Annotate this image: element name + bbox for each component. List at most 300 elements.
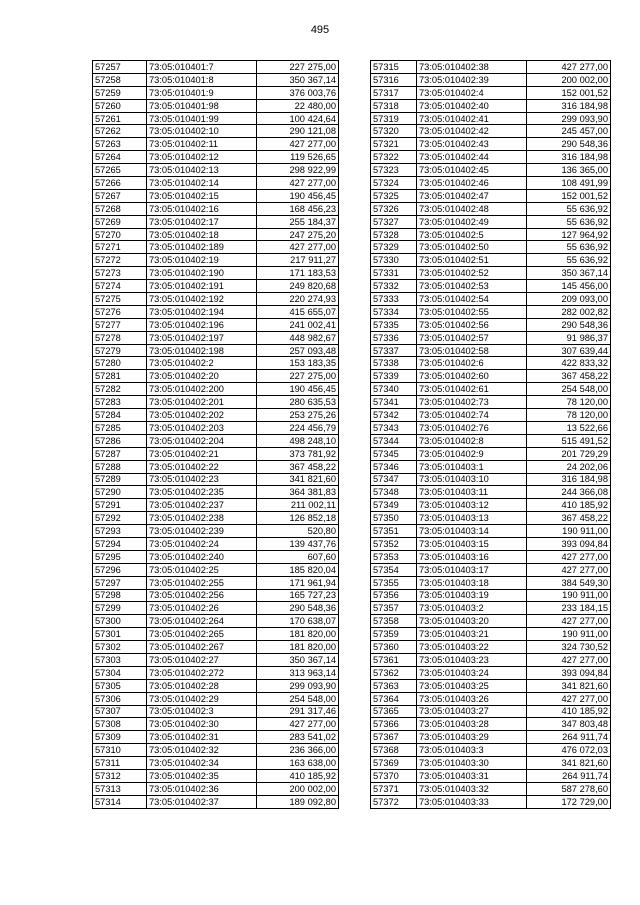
- table-row: [93, 125, 339, 138]
- cadastral-value: 255 184,37: [257, 215, 339, 228]
- cadastral-value: 245 457,00: [527, 125, 611, 138]
- cadastral-number: 73:05:010403:26: [417, 692, 527, 705]
- cadastral-number: 73:05:010402:76: [417, 421, 527, 434]
- cadastral-number: 73:05:010402:73: [417, 396, 527, 409]
- row-number: 57296: [93, 563, 147, 576]
- cadastral-value: 350 367,14: [527, 267, 611, 280]
- table-row: [93, 61, 339, 74]
- cadastral-value: 280 635,53: [257, 396, 339, 409]
- row-number: 57306: [93, 692, 147, 705]
- row-number: 57345: [371, 447, 417, 460]
- table-row: [93, 409, 339, 422]
- cadastral-value: 254 548,00: [257, 692, 339, 705]
- table-row: [93, 486, 339, 499]
- cadastral-value: 220 274,93: [257, 293, 339, 306]
- cadastral-value: 55 636,92: [527, 215, 611, 228]
- table-row: [371, 705, 611, 718]
- row-number: 57359: [371, 628, 417, 641]
- row-number: 57326: [371, 202, 417, 215]
- table-row: [371, 344, 611, 357]
- cadastral-number: 73:05:010403:17: [417, 563, 527, 576]
- cadastral-value: 209 093,00: [527, 293, 611, 306]
- cadastral-number: 73:05:010402:23: [147, 473, 257, 486]
- cadastral-number: 73:05:010403:1: [417, 460, 527, 473]
- cadastral-number: 73:05:010402:30: [147, 718, 257, 731]
- table-row: [371, 267, 611, 280]
- cadastral-value: 190 911,00: [527, 628, 611, 641]
- cadastral-value: 227 275,00: [257, 61, 339, 74]
- cadastral-number: 73:05:010403:19: [417, 589, 527, 602]
- cadastral-value: 190 911,00: [527, 525, 611, 538]
- cadastral-value: 264 911,74: [527, 769, 611, 782]
- cadastral-value: 233 184,15: [527, 602, 611, 615]
- cadastral-value: 427 277,00: [527, 563, 611, 576]
- cadastral-value: 376 003,76: [257, 86, 339, 99]
- row-number: 57283: [93, 396, 147, 409]
- cadastral-number: 73:05:010402:197: [147, 331, 257, 344]
- row-number: 57330: [371, 254, 417, 267]
- cadastral-value: 241 002,41: [257, 318, 339, 331]
- cadastral-number: 73:05:010402:74: [417, 409, 527, 422]
- row-number: 57336: [371, 331, 417, 344]
- cadastral-number: 73:05:010402:10: [147, 125, 257, 138]
- row-number: 57314: [93, 795, 147, 808]
- cadastral-value: 393 094,84: [527, 537, 611, 550]
- table-row: [93, 138, 339, 151]
- cadastral-value: 55 636,92: [527, 241, 611, 254]
- cadastral-number: 73:05:010402:58: [417, 344, 527, 357]
- cadastral-value: 24 202,06: [527, 460, 611, 473]
- table-row: [371, 99, 611, 112]
- table-row: [371, 331, 611, 344]
- cadastral-value: 427 277,00: [527, 692, 611, 705]
- cadastral-value: 341 821,60: [527, 757, 611, 770]
- table-row: [371, 653, 611, 666]
- cadastral-number: 73:05:010402:47: [417, 189, 527, 202]
- cadastral-number: 73:05:010402:39: [417, 73, 527, 86]
- cadastral-number: 73:05:010403:33: [417, 795, 527, 808]
- row-number: 57289: [93, 473, 147, 486]
- row-number: 57368: [371, 744, 417, 757]
- table-row: [93, 576, 339, 589]
- table-row: [93, 550, 339, 563]
- table-row: [93, 757, 339, 770]
- row-number: 57292: [93, 512, 147, 525]
- cadastral-value: 189 092,80: [257, 795, 339, 808]
- table-row: [93, 512, 339, 525]
- row-number: 57341: [371, 396, 417, 409]
- cadastral-number: 73:05:010402:238: [147, 512, 257, 525]
- row-number: 57298: [93, 589, 147, 602]
- cadastral-number: 73:05:010403:10: [417, 473, 527, 486]
- cadastral-number: 73:05:010402:32: [147, 744, 257, 757]
- cadastral-value: 170 638,07: [257, 615, 339, 628]
- table-row: [371, 396, 611, 409]
- cadastral-number: 73:05:010402:55: [417, 305, 527, 318]
- cadastral-number: 73:05:010402:204: [147, 434, 257, 447]
- table-row: [93, 615, 339, 628]
- cadastral-value: 427 277,00: [527, 550, 611, 563]
- row-number: 57275: [93, 293, 147, 306]
- cadastral-value: 201 729,29: [527, 447, 611, 460]
- cadastral-value: 410 185,92: [527, 705, 611, 718]
- table-row: [371, 666, 611, 679]
- row-number: 57272: [93, 254, 147, 267]
- cadastral-number: 73:05:010403:25: [417, 679, 527, 692]
- table-row: [93, 241, 339, 254]
- cadastral-value: 290 548,36: [527, 138, 611, 151]
- row-number: 57291: [93, 499, 147, 512]
- cadastral-number: 73:05:010403:18: [417, 576, 527, 589]
- cadastral-value: 290 548,36: [257, 602, 339, 615]
- row-number: 57362: [371, 666, 417, 679]
- table-row: [93, 718, 339, 731]
- table-row: [93, 473, 339, 486]
- cadastral-value: 247 275,20: [257, 228, 339, 241]
- table-row: [371, 61, 611, 74]
- cadastral-number: 73:05:010402:40: [417, 99, 527, 112]
- cadastral-number: 73:05:010403:11: [417, 486, 527, 499]
- cadastral-value: 190 456,45: [257, 383, 339, 396]
- row-number: 57333: [371, 293, 417, 306]
- row-number: 57271: [93, 241, 147, 254]
- cadastral-number: 73:05:010401:7: [147, 61, 257, 74]
- table-row: [93, 151, 339, 164]
- table-row: [371, 421, 611, 434]
- cadastral-number: 73:05:010402:26: [147, 602, 257, 615]
- cadastral-number: 73:05:010402:17: [147, 215, 257, 228]
- table-row: [371, 73, 611, 86]
- cadastral-value: 607,60: [257, 550, 339, 563]
- row-number: 57276: [93, 305, 147, 318]
- row-number: 57348: [371, 486, 417, 499]
- row-number: 57354: [371, 563, 417, 576]
- cadastral-value: 448 982,67: [257, 331, 339, 344]
- row-number: 57293: [93, 525, 147, 538]
- row-number: 57260: [93, 99, 147, 112]
- cadastral-value: 244 366,08: [527, 486, 611, 499]
- cadastral-value: 264 911,74: [527, 731, 611, 744]
- cadastral-value: 217 911,27: [257, 254, 339, 267]
- cadastral-number: 73:05:010402:60: [417, 370, 527, 383]
- cadastral-value: 341 821,60: [257, 473, 339, 486]
- cadastral-number: 73:05:010402:239: [147, 525, 257, 538]
- row-number: 57259: [93, 86, 147, 99]
- table-row: [371, 744, 611, 757]
- table-row: [371, 641, 611, 654]
- row-number: 57281: [93, 370, 147, 383]
- table-row: [371, 383, 611, 396]
- table-row: [371, 318, 611, 331]
- cadastral-value: 253 275,26: [257, 409, 339, 422]
- cadastral-number: 73:05:010402:35: [147, 769, 257, 782]
- cadastral-number: 73:05:010403:31: [417, 769, 527, 782]
- cadastral-number: 73:05:010402:265: [147, 628, 257, 641]
- cadastral-number: 73:05:010402:15: [147, 189, 257, 202]
- table-row: [371, 769, 611, 782]
- row-number: 57335: [371, 318, 417, 331]
- cadastral-number: 73:05:010402:48: [417, 202, 527, 215]
- table-row: [371, 576, 611, 589]
- table-row: [371, 563, 611, 576]
- row-number: 57356: [371, 589, 417, 602]
- cadastral-value: 316 184,98: [527, 151, 611, 164]
- row-number: 57372: [371, 795, 417, 808]
- row-number: 57267: [93, 189, 147, 202]
- row-number: 57363: [371, 679, 417, 692]
- cadastral-number: 73:05:010402:240: [147, 550, 257, 563]
- cadastral-value: 282 002,82: [527, 305, 611, 318]
- cadastral-number: 73:05:010403:24: [417, 666, 527, 679]
- table-row: [93, 331, 339, 344]
- table-row: [93, 434, 339, 447]
- row-number: 57318: [371, 99, 417, 112]
- table-row: [93, 795, 339, 808]
- cadastral-number: 73:05:010402:51: [417, 254, 527, 267]
- cadastral-value: 172 729,00: [527, 795, 611, 808]
- row-number: 57320: [371, 125, 417, 138]
- cadastral-value: 427 277,00: [527, 615, 611, 628]
- table-row: [371, 757, 611, 770]
- table-row: [93, 189, 339, 202]
- table-row: [93, 679, 339, 692]
- table-row: [371, 602, 611, 615]
- table-row: [93, 383, 339, 396]
- cadastral-value: 520,80: [257, 525, 339, 538]
- cadastral-number: 73:05:010402:5: [417, 228, 527, 241]
- table-row: [371, 795, 611, 808]
- row-number: 57322: [371, 151, 417, 164]
- row-number: 57332: [371, 280, 417, 293]
- table-row: [93, 177, 339, 190]
- cadastral-number: 73:05:010402:53: [417, 280, 527, 293]
- row-number: 57274: [93, 280, 147, 293]
- cadastral-number: 73:05:010402:2: [147, 357, 257, 370]
- cadastral-value: 427 277,00: [257, 241, 339, 254]
- table-row: [371, 228, 611, 241]
- table-row: [93, 641, 339, 654]
- table-row: [93, 215, 339, 228]
- row-number: 57266: [93, 177, 147, 190]
- row-number: 57366: [371, 718, 417, 731]
- table-row: [371, 202, 611, 215]
- table-row: [371, 486, 611, 499]
- cadastral-number: 73:05:010401:9: [147, 86, 257, 99]
- row-number: 57304: [93, 666, 147, 679]
- table-row: [93, 769, 339, 782]
- row-number: 57284: [93, 409, 147, 422]
- row-number: 57329: [371, 241, 417, 254]
- cadastral-number: 73:05:010402:11: [147, 138, 257, 151]
- cadastral-value: 168 456,23: [257, 202, 339, 215]
- cadastral-value: 181 820,00: [257, 641, 339, 654]
- row-number: 57300: [93, 615, 147, 628]
- cadastral-number: 73:05:010402:8: [417, 434, 527, 447]
- table-row: [93, 396, 339, 409]
- table-row: [93, 563, 339, 576]
- row-number: 57317: [371, 86, 417, 99]
- row-number: 57302: [93, 641, 147, 654]
- row-number: 57308: [93, 718, 147, 731]
- cadastral-number: 73:05:010402:19: [147, 254, 257, 267]
- table-row: [371, 731, 611, 744]
- table-row: [371, 447, 611, 460]
- cadastral-value: 316 184,98: [527, 473, 611, 486]
- table-row: [371, 254, 611, 267]
- row-number: 57367: [371, 731, 417, 744]
- cadastral-value: 181 820,00: [257, 628, 339, 641]
- row-number: 57278: [93, 331, 147, 344]
- row-number: 57257: [93, 61, 147, 74]
- cadastral-number: 73:05:010402:34: [147, 757, 257, 770]
- cadastral-value: 145 456,00: [527, 280, 611, 293]
- table-row: [93, 254, 339, 267]
- cadastral-number: 73:05:010402:3: [147, 705, 257, 718]
- cadastral-number: 73:05:010402:4: [417, 86, 527, 99]
- row-number: 57346: [371, 460, 417, 473]
- cadastral-number: 73:05:010403:22: [417, 641, 527, 654]
- table-row: [371, 782, 611, 795]
- table-row: [93, 499, 339, 512]
- cadastral-value: 498 248,10: [257, 434, 339, 447]
- table-row: [93, 228, 339, 241]
- cadastral-number: 73:05:010402:6: [417, 357, 527, 370]
- cadastral-value: 200 002,00: [257, 782, 339, 795]
- cadastral-number: 73:05:010402:14: [147, 177, 257, 190]
- cadastral-value: 341 821,60: [527, 679, 611, 692]
- cadastral-value: 163 638,00: [257, 757, 339, 770]
- cadastral-number: 73:05:010402:264: [147, 615, 257, 628]
- cadastral-value: 165 727,23: [257, 589, 339, 602]
- row-number: 57350: [371, 512, 417, 525]
- cadastral-value: 78 120,00: [527, 396, 611, 409]
- cadastral-number: 73:05:010402:191: [147, 280, 257, 293]
- table-row: [93, 86, 339, 99]
- table-row: [371, 189, 611, 202]
- cadastral-number: 73:05:010402:28: [147, 679, 257, 692]
- table-row: [93, 164, 339, 177]
- cadastral-value: 55 636,92: [527, 202, 611, 215]
- cadastral-number: 73:05:010402:198: [147, 344, 257, 357]
- cadastral-value: 410 185,92: [527, 499, 611, 512]
- row-number: 57282: [93, 383, 147, 396]
- cadastral-value: 13 522,66: [527, 421, 611, 434]
- cadastral-value: 78 120,00: [527, 409, 611, 422]
- table-row: [371, 718, 611, 731]
- row-number: 57361: [371, 653, 417, 666]
- row-number: 57279: [93, 344, 147, 357]
- row-number: 57338: [371, 357, 417, 370]
- cadastral-value: 22 480,00: [257, 99, 339, 112]
- table-row: [371, 125, 611, 138]
- table-row: [371, 164, 611, 177]
- cadastral-number: 73:05:010402:27: [147, 653, 257, 666]
- cadastral-number: 73:05:010402:46: [417, 177, 527, 190]
- row-number: 57352: [371, 537, 417, 550]
- cadastral-number: 73:05:010402:43: [417, 138, 527, 151]
- row-number: 57265: [93, 164, 147, 177]
- table-row: [371, 409, 611, 422]
- table-row: [93, 744, 339, 757]
- cadastral-value: 299 093,90: [527, 112, 611, 125]
- cadastral-value: 291 317,46: [257, 705, 339, 718]
- cadastral-number: 73:05:010402:203: [147, 421, 257, 434]
- cadastral-value: 171 183,53: [257, 267, 339, 280]
- cadastral-value: 190 911,00: [527, 589, 611, 602]
- row-number: 57353: [371, 550, 417, 563]
- table-row: [93, 460, 339, 473]
- cadastral-value: 290 121,08: [257, 125, 339, 138]
- table-row: [93, 653, 339, 666]
- table-row: [93, 447, 339, 460]
- cadastral-value: 127 964,92: [527, 228, 611, 241]
- table-row: [93, 202, 339, 215]
- cadastral-value: 324 730,52: [527, 641, 611, 654]
- row-number: 57323: [371, 164, 417, 177]
- cadastral-number: 73:05:010402:192: [147, 293, 257, 306]
- cadastral-number: 73:05:010402:50: [417, 241, 527, 254]
- cadastral-number: 73:05:010401:99: [147, 112, 257, 125]
- row-number: 57324: [371, 177, 417, 190]
- cadastral-number: 73:05:010402:189: [147, 241, 257, 254]
- page-number: 495: [310, 24, 330, 36]
- row-number: 57270: [93, 228, 147, 241]
- cadastral-number: 73:05:010402:9: [417, 447, 527, 460]
- table-row: [371, 615, 611, 628]
- cadastral-value: 415 655,07: [257, 305, 339, 318]
- cadastral-number: 73:05:010402:38: [417, 61, 527, 74]
- table-row: [93, 537, 339, 550]
- table-row: [93, 357, 339, 370]
- table-row: [371, 460, 611, 473]
- row-number: 57312: [93, 769, 147, 782]
- cadastral-value: 91 986,37: [527, 331, 611, 344]
- cadastral-value: 427 277,00: [257, 138, 339, 151]
- row-number: 57307: [93, 705, 147, 718]
- table-row: [93, 602, 339, 615]
- row-number: 57344: [371, 434, 417, 447]
- table-row: [93, 305, 339, 318]
- row-number: 57360: [371, 641, 417, 654]
- cadastral-value: 384 549,30: [527, 576, 611, 589]
- table-row: [371, 692, 611, 705]
- row-number: 57351: [371, 525, 417, 538]
- cadastral-value: 299 093,90: [257, 679, 339, 692]
- row-number: 57365: [371, 705, 417, 718]
- cadastral-value: 367 458,22: [527, 512, 611, 525]
- cadastral-number: 73:05:010403:14: [417, 525, 527, 538]
- row-number: 57309: [93, 731, 147, 744]
- table-row: [371, 589, 611, 602]
- table-row: [93, 370, 339, 383]
- cadastral-value: 427 277,00: [257, 718, 339, 731]
- row-number: 57299: [93, 602, 147, 615]
- cadastral-value: 587 278,60: [527, 782, 611, 795]
- cadastral-number: 73:05:010403:12: [417, 499, 527, 512]
- table-row: [93, 731, 339, 744]
- cadastral-number: 73:05:010403:13: [417, 512, 527, 525]
- cadastral-number: 73:05:010402:201: [147, 396, 257, 409]
- table-row: [93, 525, 339, 538]
- cadastral-value: 316 184,98: [527, 99, 611, 112]
- row-number: 57273: [93, 267, 147, 280]
- row-number: 57371: [371, 782, 417, 795]
- table-row: [371, 550, 611, 563]
- cadastral-number: 73:05:010402:272: [147, 666, 257, 679]
- row-number: 57340: [371, 383, 417, 396]
- cadastral-value: 171 961,94: [257, 576, 339, 589]
- row-number: 57358: [371, 615, 417, 628]
